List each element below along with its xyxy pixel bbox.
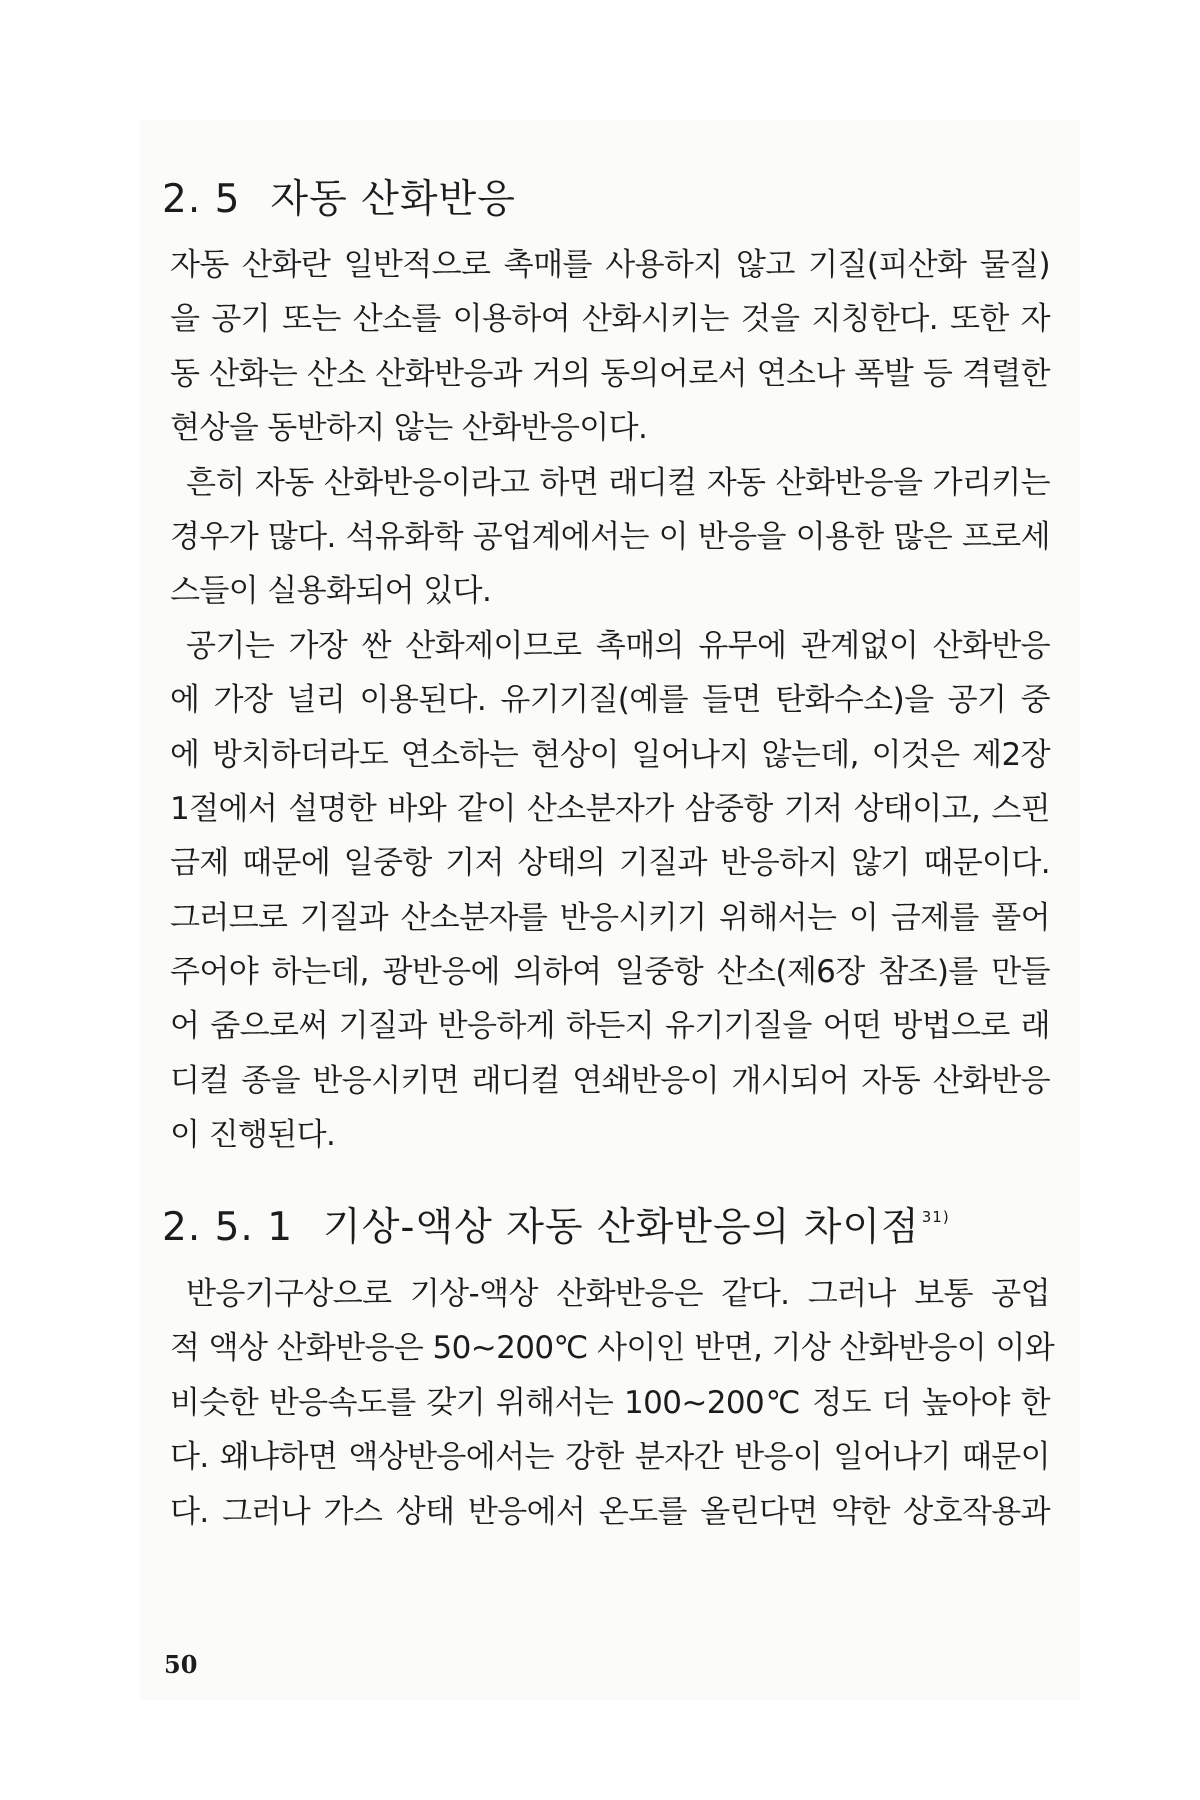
footnote-reference: 31) xyxy=(921,1208,950,1226)
text-line: 주어야 하는데, 광반응에 의하여 일중항 산소(제6장 참조)를 만들 xyxy=(170,954,1050,991)
text-line: 경우가 많다. 석유화학 공업계에서는 이 반응을 이용한 많은 프로세 xyxy=(170,518,1050,555)
book-page xyxy=(140,120,1080,1700)
section-heading-2-5-1 xyxy=(162,1205,950,1250)
text-line: 디컬 종을 반응시키면 래디컬 연쇄반응이 개시되어 자동 산화반응 xyxy=(170,1062,1050,1099)
section-number: 2. 5 xyxy=(162,177,241,222)
text-line: 스들이 실용화되어 있다. xyxy=(170,573,492,610)
text-line: 그러므로 기질과 산소분자를 반응시키기 위해서는 이 금제를 풀어 xyxy=(170,899,1050,936)
section-body-2-5-1 xyxy=(170,1267,1055,1539)
section-title: 기상-액상 자동 산화반응의 차이점 xyxy=(323,1205,920,1250)
text-line: 자동 산화란 일반적으로 촉매를 사용하지 않고 기질(피산화 물질) xyxy=(170,247,1050,283)
text-line: 흔히 자동 산화반응이라고 하면 래디컬 자동 산화반응을 가리키는 xyxy=(186,464,1050,501)
section-number: 2. 5. 1 xyxy=(162,1205,294,1250)
text-line: 다. 왜냐하면 액상반응에서는 강한 분자간 반응이 일어나기 때문이 xyxy=(170,1439,1050,1476)
text-line: 이 진행된다. xyxy=(170,1117,336,1154)
page-number: 50 xyxy=(164,1650,198,1679)
text-line: 어 줌으로써 기질과 반응하게 하든지 유기기질을 어떤 방법으로 래 xyxy=(170,1008,1050,1045)
text-line: 비슷한 반응속도를 갖기 위해서는 100~200℃ 정도 더 높아야 한 xyxy=(170,1384,1050,1421)
text-line: 에 방치하더라도 연소하는 현상이 일어나지 않는데, 이것은 제2장 xyxy=(170,736,1050,773)
text-line: 에 가장 널리 이용된다. 유기기질(예를 들면 탄화수소)을 공기 중 xyxy=(170,682,1050,719)
section-heading-2-5 xyxy=(162,177,516,222)
text-line: 다. 그러나 가스 상태 반응에서 온도를 올린다면 약한 상호작용과 xyxy=(170,1493,1050,1530)
section-title: 자동 산화반응 xyxy=(270,177,516,222)
text-line: 공기는 가장 싼 산화제이므로 촉매의 유무에 관계없이 산화반응 xyxy=(186,627,1050,664)
text-line: 을 공기 또는 산소를 이용하여 산화시키는 것을 지칭한다. 또한 자 xyxy=(170,301,1050,338)
text-line: 현상을 동반하지 않는 산화반응이다. xyxy=(170,410,648,447)
text-line: 금제 때문에 일중항 기저 상태의 기질과 반응하지 않기 때문이다. xyxy=(170,845,1050,882)
text-line: 적 액상 산화반응은 50~200℃ 사이인 반면, 기상 산화반응이 이와 xyxy=(170,1330,1055,1367)
text-line: 1절에서 설명한 바와 같이 산소분자가 삼중항 기저 상태이고, 스핀 xyxy=(170,790,1050,827)
text-line: 반응기구상으로 기상-액상 산화반응은 같다. 그러나 보통 공업 xyxy=(186,1276,1050,1312)
section-body-2-5 xyxy=(170,238,1050,1163)
text-line: 동 산화는 산소 산화반응과 거의 동의어로서 연소나 폭발 등 격렬한 xyxy=(170,355,1050,392)
